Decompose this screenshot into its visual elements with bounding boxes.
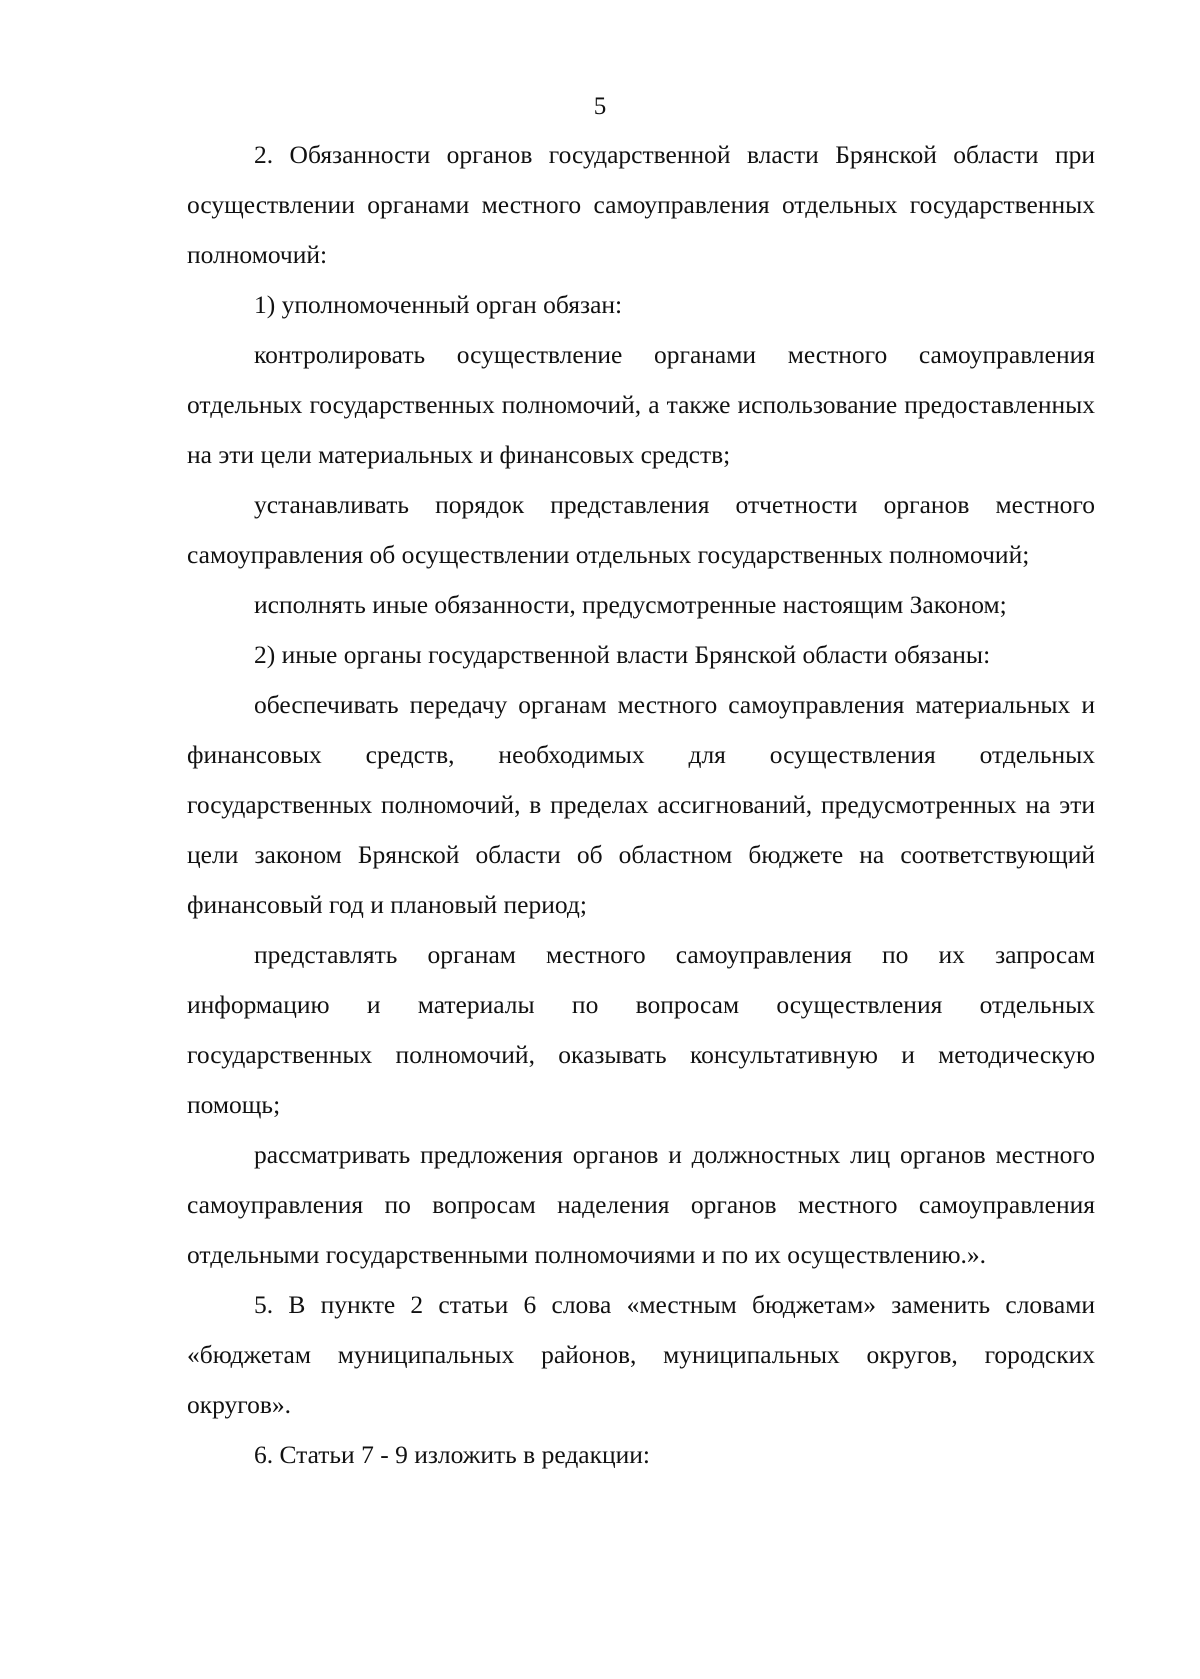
paragraph-authorized-body: 1) уполномоченный орган обязан:: [254, 290, 623, 319]
paragraph-proposals: рассматривать предложения органов и должностных лиц органов местного самоуправления по вопросам наделения органов местного самоуправления отдельными государственными полномочиями и по их осуществлению.».: [187, 1140, 1095, 1269]
paragraph-information: представлять органам местного самоуправления по их запросам информацию и материалы по вопросам осуществления отдельных государственных полномочий, оказывать консультативную и методическую помощь;: [187, 940, 1095, 1119]
paragraph-obligations-heading: 2. Обязанности органов государственной власти Брянской области при осуществлении органами местного самоуправления отдельных государственных полномочий:: [187, 140, 1095, 269]
paragraph-funding: обеспечивать передачу органам местного самоуправления материальных и финансовых средств, необходимых для осуществления отдельных государственных полномочий, в пределах ассигнований, предусмотренных на эти цели законом Брянской области об областном бюджете на соответствующий финансовый год и плановый период;: [187, 690, 1095, 919]
document-body: [187, 130, 1095, 1480]
paragraph-item-6: 6. Статьи 7 - 9 изложить в редакции:: [254, 1440, 651, 1469]
paragraph-reporting: устанавливать порядок представления отчетности органов местного самоуправления об осуществлении отдельных государственных полномочий;: [187, 490, 1095, 569]
paragraph-control: контролировать осуществление органами местного самоуправления отдельных государственных полномочий, а также использование предоставленных на эти цели материальных и финансовых средств;: [187, 340, 1095, 469]
page-number: 5: [593, 93, 607, 120]
paragraph-item-5: 5. В пункте 2 статьи 6 слова «местным бюджетам» заменить словами «бюджетам муниципальных районов, муниципальных округов, городских округов».: [187, 1290, 1095, 1419]
paragraph-other-duties: исполнять иные обязанности, предусмотренные настоящим Законом;: [254, 590, 1007, 619]
paragraph-other-bodies: 2) иные органы государственной власти Брянской области обязаны:: [254, 640, 991, 669]
